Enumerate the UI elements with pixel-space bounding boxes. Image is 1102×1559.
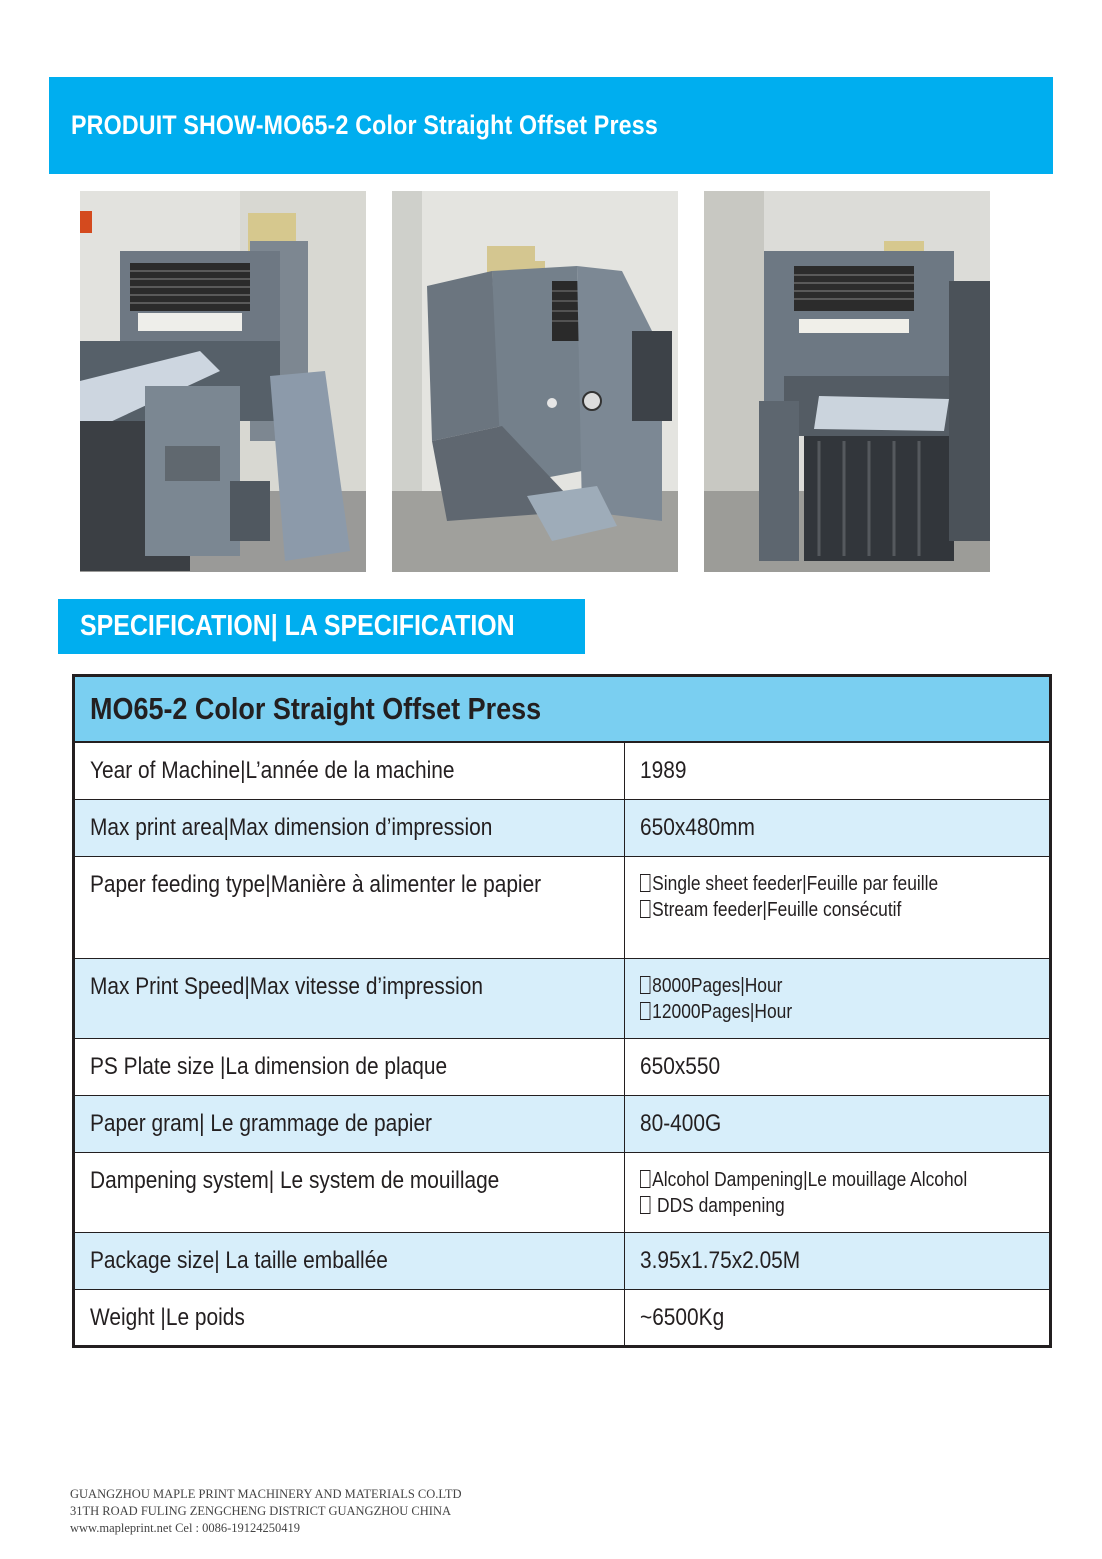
footer-company: GUANGZHOU MAPLE PRINT MACHINERY AND MATERIALS CO.LTD [70,1487,462,1501]
row-label: Weight |Le poids [90,1303,245,1331]
row-value: 650x550 [639,1052,720,1080]
footer-address: 31TH ROAD FULING ZENGCHENG DISTRICT GUANGZHOU CHINA [70,1504,451,1518]
spec-table-title-cell [74,676,1051,743]
option-text: 12000Pages|Hour [651,1000,792,1023]
option-text: Stream feeder|Feuille consécutif [651,898,901,921]
row-label: Max print area|Max dimension d’impression [90,813,493,841]
checkbox-icon [640,874,650,892]
row-value: ~6500Kg [639,1303,724,1331]
table-row [74,1232,1051,1289]
table-row [74,856,1051,958]
option-list [640,959,1034,1025]
table-row [74,1289,1051,1346]
option-text: Single sheet feeder|Feuille par feuille [651,872,938,895]
row-value: 650x480mm [639,813,755,841]
option-list [640,1153,1034,1219]
page-title: PRODUIT SHOW-MO65-2 Color Straight Offset Press [71,110,658,140]
table-row [74,1152,1051,1232]
table-row [74,742,1051,799]
footer [70,1486,462,1537]
table-row [74,958,1051,1038]
row-label: Dampening system| Le system de mouillage [90,1166,500,1194]
spec-table [72,674,1052,1348]
option-text: Alcohol Dampening|Le mouillage Alcohol [651,1168,967,1191]
row-label: Year of Machine|L’année de la machine [90,757,455,784]
row-label: Paper gram| Le grammage de papier [90,1109,433,1137]
spec-table-header [74,676,1051,743]
machine-photo-3 [704,191,990,572]
option-list [640,857,1034,923]
checkbox-icon [640,1196,650,1214]
row-value: 3.95x1.75x2.05M [639,1246,800,1274]
spec-table-title: MO65-2 Color Straight Offset Press [90,691,542,726]
row-label: Paper feeding type|Manière à alimenter le papier [90,870,542,898]
machine-photo-1 [80,191,366,572]
footer-contact: www.mapleprint.net Cel : 0086-19124250419 [70,1521,301,1535]
checkbox-icon [640,1170,650,1188]
table-row [74,1095,1051,1152]
table-row [74,1038,1051,1095]
checkbox-icon [640,1002,650,1020]
table-row [74,799,1051,856]
row-label: PS Plate size |La dimension de plaque [90,1052,448,1080]
checkbox-icon [640,976,650,994]
spec-heading-banner [58,599,585,654]
row-label: Max Print Speed|Max vitesse d’impression [90,972,484,1000]
option-text: 8000Pages|Hour [651,974,783,997]
machine-photo-2 [392,191,678,572]
row-value: 80-400G [639,1109,721,1137]
checkbox-icon [640,900,650,918]
spec-heading: SPECIFICATION| LA SPECIFICATION [80,610,515,642]
row-value: 1989 [639,757,686,784]
header-banner [49,77,1053,174]
row-label: Package size| La taille emballée [90,1246,388,1274]
option-text: DDS dampening [651,1194,785,1217]
